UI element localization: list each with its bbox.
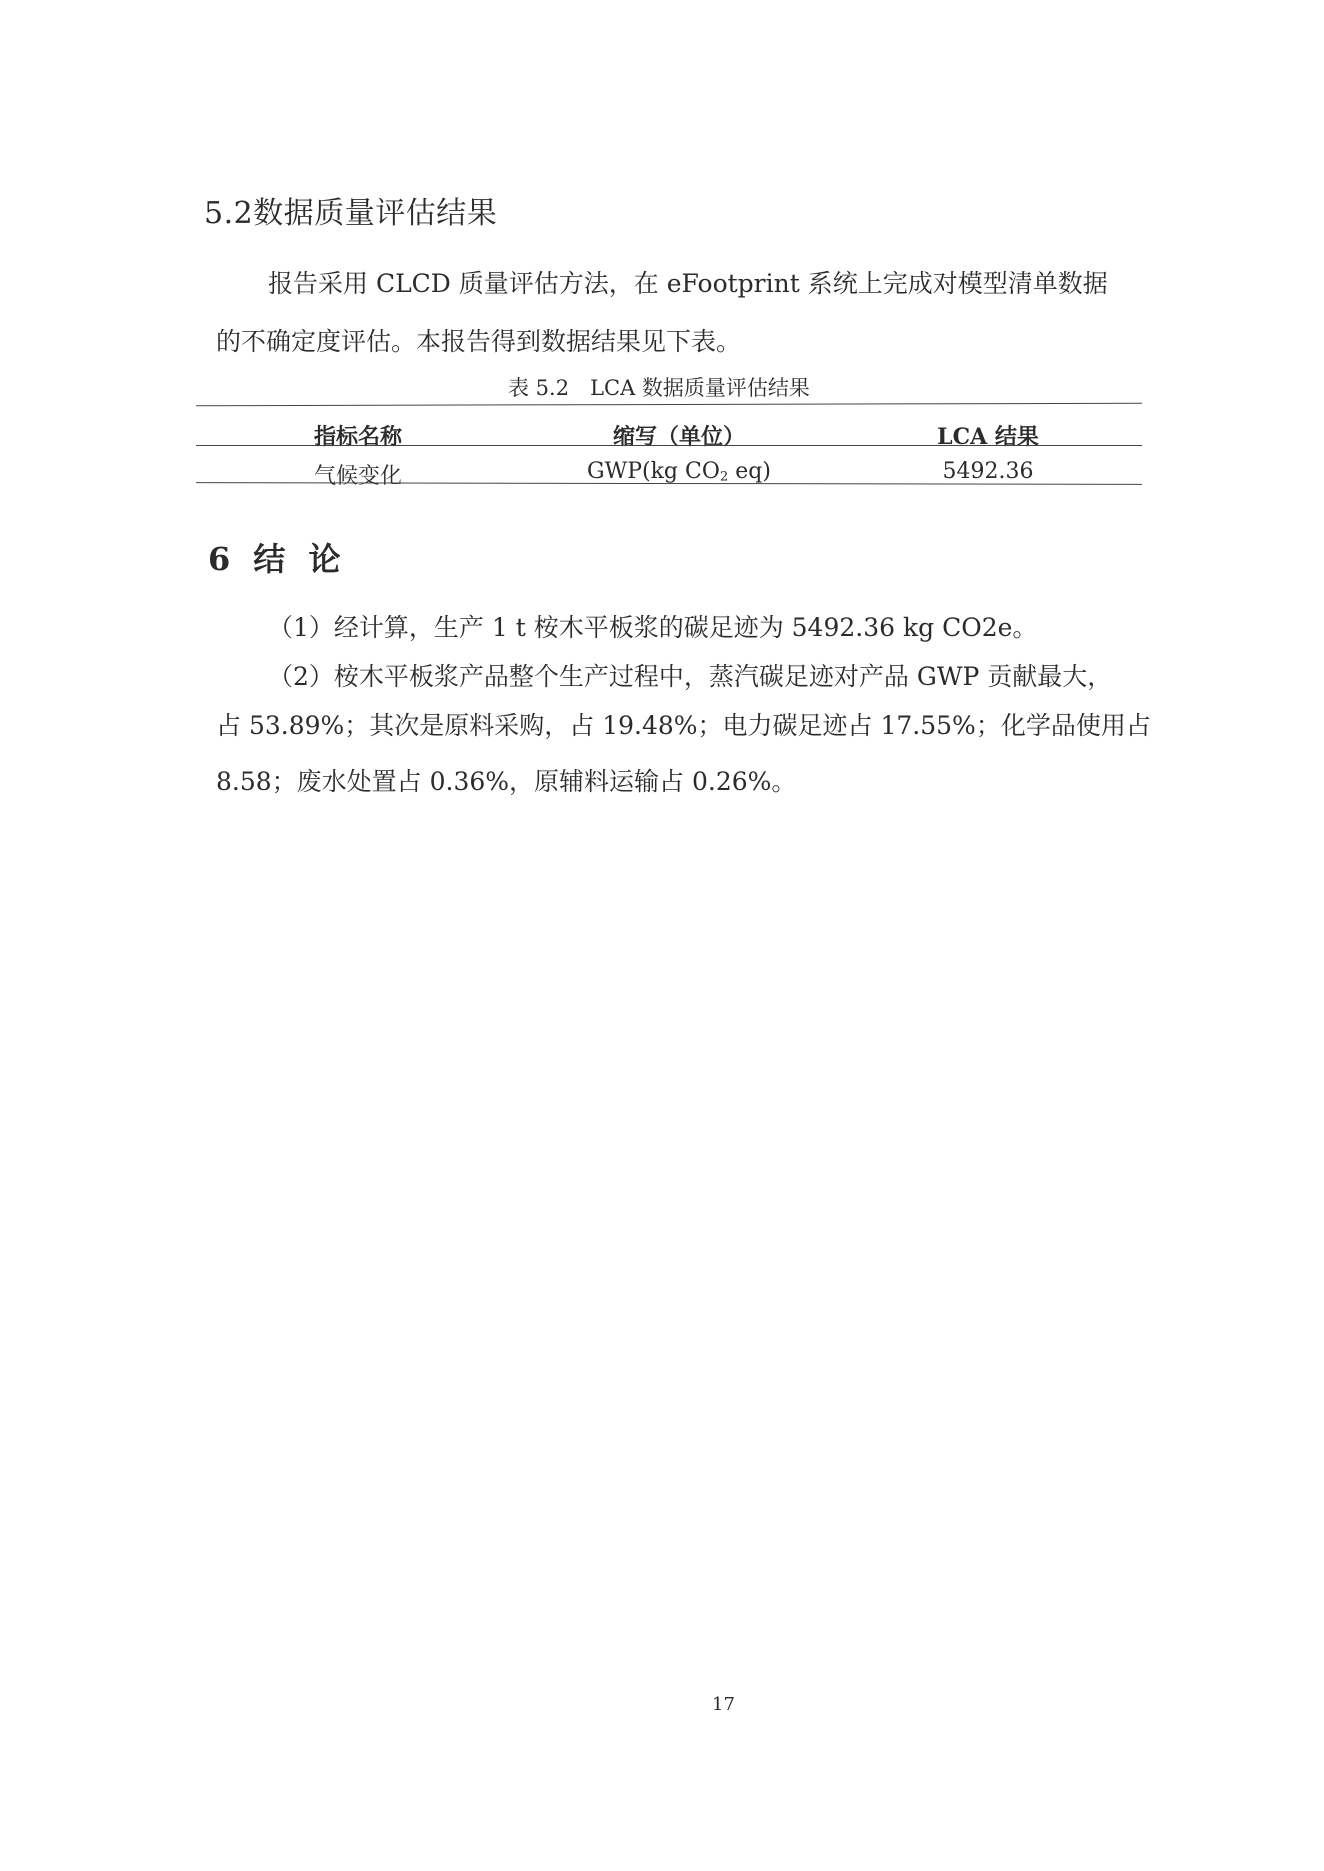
abbr-subscript: 2 bbox=[719, 469, 729, 485]
header-abbreviation: 缩写（单位） bbox=[612, 424, 746, 450]
header-lca-result: LCA 结果 bbox=[937, 424, 1039, 450]
cell-lca-result: 5492.36 bbox=[942, 459, 1034, 484]
section-title: 5.2数据质量评估结果 bbox=[204, 196, 498, 231]
table-top-rule bbox=[196, 403, 1142, 406]
abbr-prefix: GWP(kg CO bbox=[587, 459, 720, 484]
chapter-title: 6 结 论 bbox=[208, 540, 347, 578]
intro-paragraph-line-2: 的不确定度评估。本报告得到数据结果见下表。 bbox=[216, 327, 742, 356]
table-caption: 表 5.2 LCA 数据质量评估结果 bbox=[508, 376, 810, 400]
page-number: 17 bbox=[712, 1694, 735, 1715]
cell-abbreviation bbox=[587, 459, 771, 485]
conclusion-2-line-1: （2）桉木平板浆产品整个生产过程中，蒸汽碳足迹对产品 GWP 贡献最大， bbox=[268, 662, 1113, 691]
table-header-rule bbox=[196, 445, 1142, 446]
conclusion-2-line-3: 8.58；废水处置占 0.36%，原辅料运输占 0.26%。 bbox=[216, 767, 797, 796]
cell-indicator: 气候变化 bbox=[313, 464, 403, 489]
conclusion-1: （1）经计算，生产 1 t 桉木平板浆的碳足迹为 5492.36 kg CO2e。 bbox=[268, 613, 1038, 642]
header-indicator: 指标名称 bbox=[313, 424, 403, 450]
intro-paragraph-line-1: 报告采用 CLCD 质量评估方法，在 eFootprint 系统上完成对模型清单数据 bbox=[268, 269, 1108, 298]
conclusion-2-line-2: 占 53.89%；其次是原料采购，占 19.48%；电力碳足迹占 17.55%；化学品使用占 bbox=[216, 711, 1151, 740]
abbr-suffix: eq) bbox=[728, 459, 771, 484]
